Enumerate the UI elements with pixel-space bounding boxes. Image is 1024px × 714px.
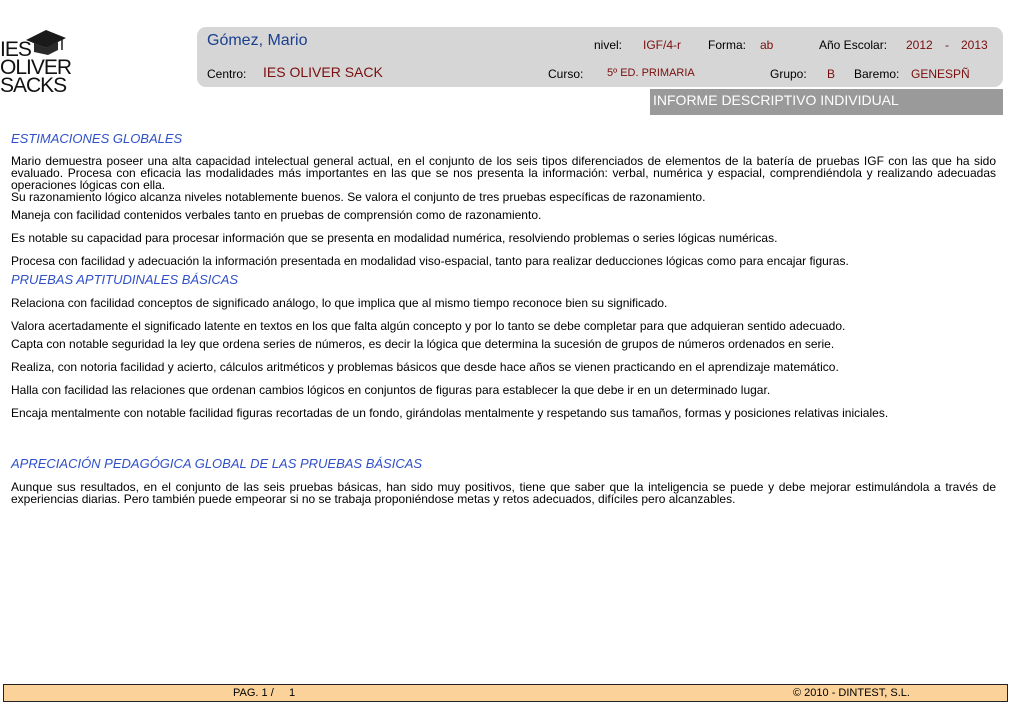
curso-label: Curso: (548, 67, 584, 81)
report-body (11, 132, 996, 505)
school-logo (0, 28, 72, 97)
logo-line-1: IES (0, 38, 31, 61)
centro-label: Centro: (207, 67, 247, 81)
section-title-pedagogic: APRECIACIÓN PEDAGÓGICA GLOBAL DE LAS PRUEBAS BÁSICAS (11, 456, 423, 471)
logo-line-2: OLIVER (0, 56, 72, 79)
centro-value: IES OLIVER SACK (263, 64, 383, 80)
aptitude-paragraph-3: Capta con notable seguridad la ley que ordena series de números, es decir la lógica que determina la sucesión de grupos de números ordenados en serie. (11, 337, 835, 351)
aptitude-paragraph-2: Valora acertadamente el significado latente en textos en los que falta algún concepto y por lo tanto se debe completar para que adquieran sentido adecuado. (11, 319, 846, 333)
nivel-value: IGF/4-r (643, 38, 681, 52)
page-number-label: PAG. 1 / (233, 687, 274, 699)
global-paragraph-2: Su razonamiento lógico alcanza niveles notablemente buenos. Se valora el conjunto de tres pruebas específicas de razonamiento. (11, 190, 706, 204)
section-title-aptitude: PRUEBAS APTITUDINALES BÁSICAS (11, 272, 239, 287)
baremo-label: Baremo: (854, 67, 900, 81)
copyright-text: © 2010 - DINTEST, S.L. (793, 687, 910, 699)
logo-line-3: SACKS (0, 74, 67, 97)
report-title-bar: INFORME DESCRIPTIVO INDIVIDUAL (650, 89, 1003, 115)
global-paragraph-4: Es notable su capacidad para procesar información que se presenta en modalidad numérica, resolviendo problemas o series lógicas numéricas. (11, 231, 778, 245)
forma-label: Forma: (708, 38, 747, 52)
student-header (197, 27, 1003, 87)
anio-start-value: 2012 (906, 38, 933, 52)
anio-separator: - (945, 38, 949, 52)
anio-end-value: 2013 (961, 38, 988, 52)
nivel-label: nivel: (594, 38, 623, 52)
grupo-label: Grupo: (770, 67, 807, 81)
global-paragraph-1: Mario demuestra poseer una alta capacidad intelectual general actual, en el conjunto de los seis tipos diferenciados de elementos de la batería de pruebas IGF con las que ha sido evaluado. Procesa con eficacia las modalidades más importantes en las que se nos presenta la información: verbal, numérica y espacial, comprendiéndola y realizando adecuadas operaciones lógicas con ella. (11, 154, 996, 192)
global-paragraph-3: Maneja con facilidad contenidos verbales tanto en pruebas de comprensión como de razonamiento. (11, 208, 542, 222)
section-title-global: ESTIMACIONES GLOBALES (11, 131, 183, 146)
curso-value: 5º ED. PRIMARIA (607, 67, 695, 79)
anio-escolar-label: Año Escolar: (819, 38, 888, 52)
aptitude-paragraph-5: Halla con facilidad las relaciones que ordenan cambios lógicos en conjuntos de figuras para establecer la que debe ir en un determinado lugar. (11, 383, 771, 397)
aptitude-paragraph-6: Encaja mentalmente con notable facilidad figuras recortadas de un fondo, girándolas mentalmente y respetando sus tamaños, formas y posiciones relativas iniciales. (11, 406, 889, 420)
aptitude-paragraph-1: Relaciona con facilidad conceptos de significado análogo, lo que implica que al mismo tiempo reconoce bien su significado. (11, 296, 668, 310)
student-name: Gómez, Mario (207, 32, 308, 49)
grupo-value: B (827, 67, 836, 81)
page-total: 1 (289, 687, 296, 699)
baremo-value: GENESPÑ (911, 67, 970, 81)
global-paragraph-5: Procesa con facilidad y adecuación la información presentada en modalidad viso-espacial, tanto para realizar deducciones lógicas como para encajar figuras. (11, 254, 849, 268)
pedagogic-paragraph: Aunque sus resultados, en el conjunto de las seis pruebas básicas, han sido muy positivos, tiene que saber que la inteligencia se puede y debe mejorar estimulándola a través de experiencias diarias. Pero también puede empeorar si no se trabaja proponiéndose metas y retos adecuados, difíciles pero alcanzables. (11, 480, 996, 506)
aptitude-paragraph-4: Realiza, con notoria facilidad y acierto, cálculos aritméticos y problemas básicos que desde hace años se vienen practicando en el aprendizaje matemático. (11, 360, 839, 374)
page-footer (3, 684, 1008, 702)
forma-value: ab (760, 38, 774, 52)
